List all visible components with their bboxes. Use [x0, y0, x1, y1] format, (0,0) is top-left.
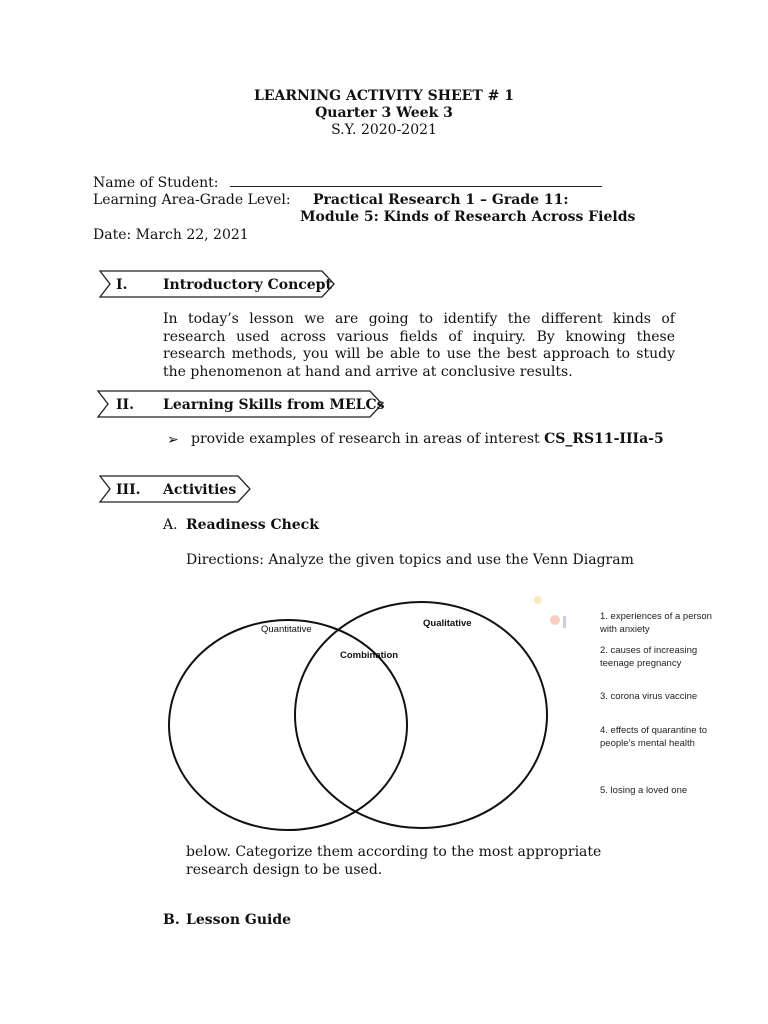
melc-text: provide examples of research in areas of interest [191, 431, 545, 447]
venn-right-label: Qualitative [423, 618, 472, 629]
topic-item-4: 4. effects of quarantine to people’s mental health [600, 725, 708, 749]
venn-middle-label: Combination [340, 650, 399, 661]
section-1-title: Introductory Concept [163, 277, 332, 293]
section-3-number: III. [116, 482, 141, 498]
student-name-label: Name of Student: [93, 175, 219, 191]
section-2-title: Learning Skills from MELCs [163, 397, 385, 413]
activity-b-title: Lesson Guide [186, 912, 292, 928]
sheet-title: LEARNING ACTIVITY SHEET # 1 [254, 88, 514, 104]
section-3-title: Activities [163, 482, 237, 498]
topic-item-5: 5. losing a loved one [600, 785, 688, 796]
learning-area-label: Learning Area-Grade Level: [93, 192, 291, 208]
activity-a-letter: A. [163, 517, 178, 533]
bullet-arrow-icon: ➢ [167, 432, 179, 448]
activity-b-letter: B. [163, 912, 180, 928]
school-year: S.Y. 2020-2021 [331, 122, 437, 138]
venn-circle-right [295, 602, 547, 828]
activity-a-continuation: below. Categorize them according to the most appropriate research design to be used. [186, 844, 602, 878]
learning-area-value: Practical Research 1 – Grade 11: [313, 192, 569, 208]
student-name-line[interactable] [230, 186, 602, 187]
intro-paragraph: In today’s lesson we are going to identify the different kinds of research used across various fields of inquiry. By knowing these research methods, you will be able to use the best approach to study the phenomenon at hand and arrive at conclusive results. [163, 311, 675, 380]
activity-a-directions: Directions: Analyze the given topics and use the Venn Diagram [186, 552, 634, 568]
section-2-number: II. [116, 397, 134, 413]
melc-code: CS_RS11-IIIa-5 [544, 431, 664, 447]
activity-a-title: Readiness Check [186, 517, 319, 533]
date: Date: March 22, 2021 [93, 227, 249, 243]
topic-item-1: 1. experiences of a person with anxiety [600, 611, 712, 635]
topic-item-3: 3. corona virus vaccine [600, 691, 698, 702]
venn-left-label: Quantitative [261, 624, 312, 635]
section-1-number: I. [116, 277, 128, 293]
topic-item-2: 2. causes of increasing teenage pregnancy [600, 645, 698, 669]
venn-diagram [160, 578, 580, 838]
quarter-week: Quarter 3 Week 3 [315, 105, 453, 121]
melc-item [191, 430, 677, 448]
module-title: Module 5: Kinds of Research Across Fields [300, 209, 636, 225]
